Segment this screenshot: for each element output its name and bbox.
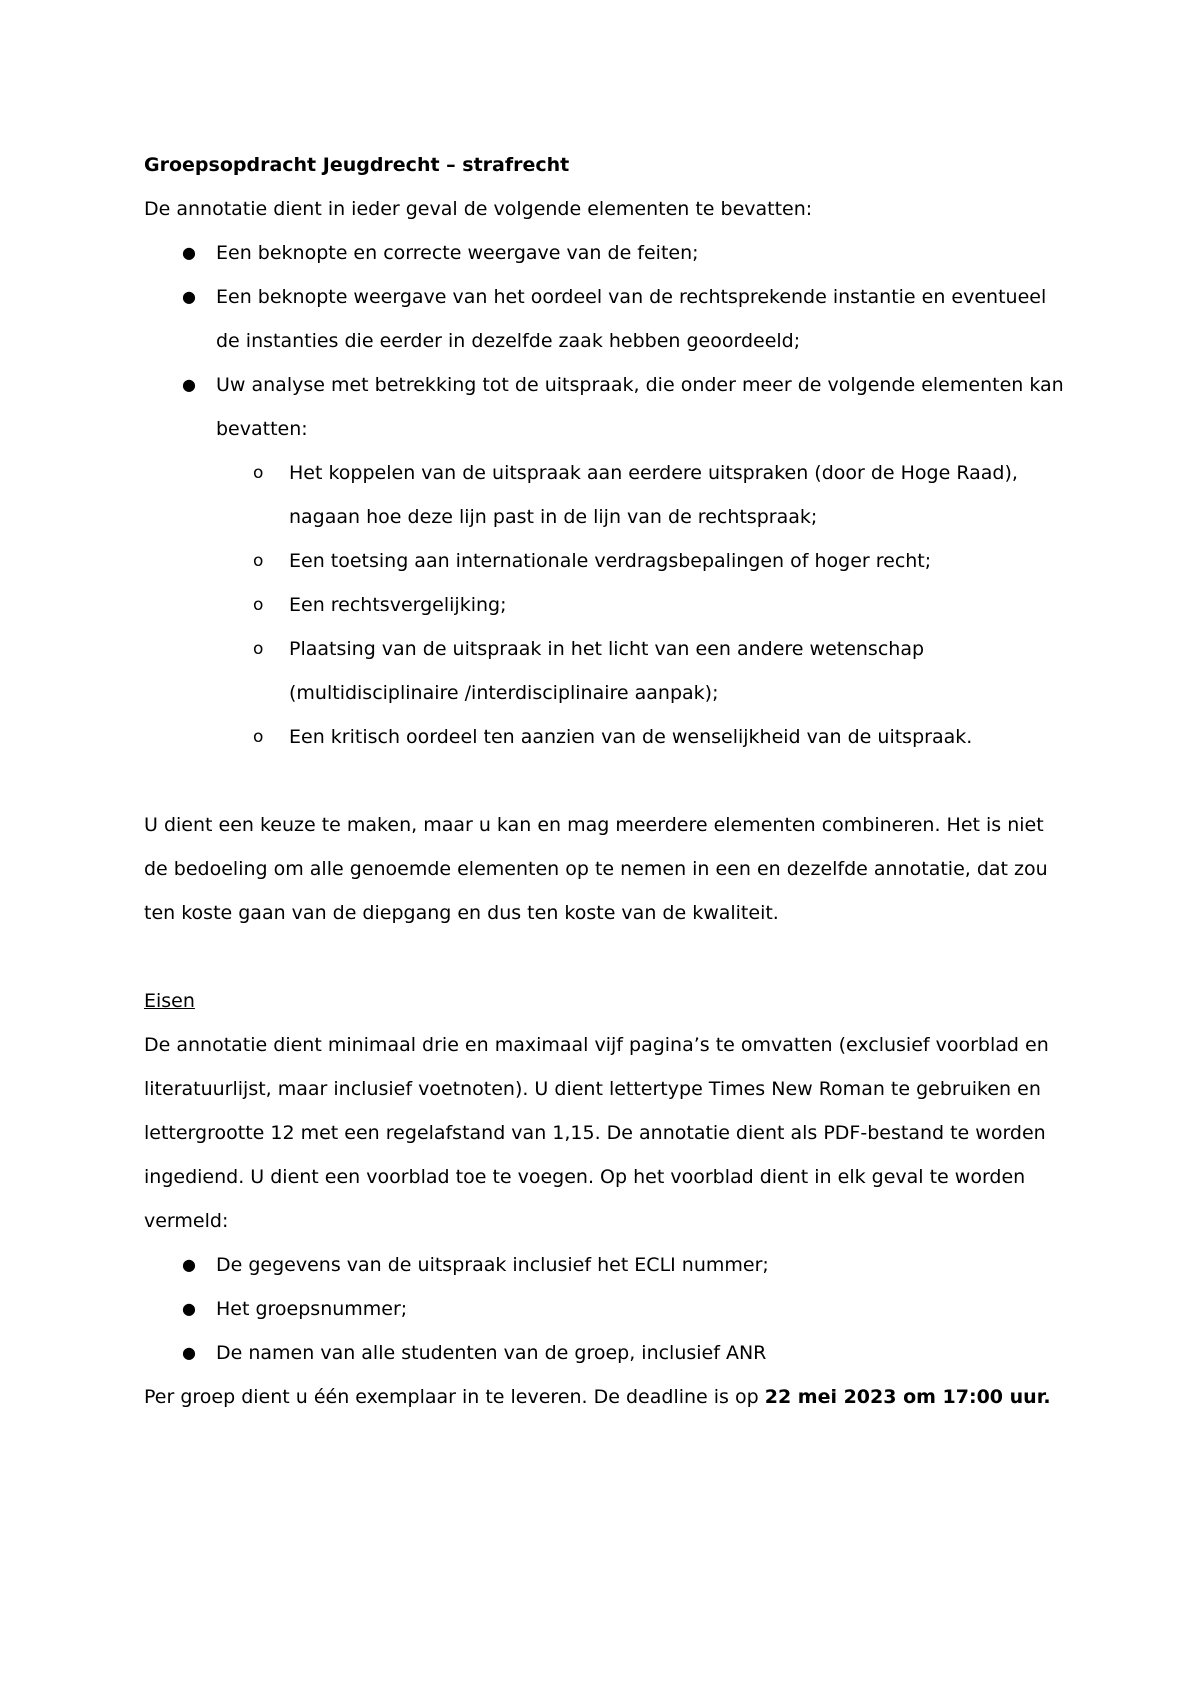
bullet-icon: ● [182, 1255, 196, 1274]
list-item [182, 363, 1064, 759]
bullet-icon: ● [182, 1299, 196, 1318]
sublist-item-text: Een toetsing aan internationale verdragsbepalingen of hoger recht; [289, 550, 932, 572]
list-item-text: Het groepsnummer; [216, 1298, 408, 1320]
list-item [182, 275, 1064, 363]
sublist-item [253, 627, 1064, 715]
bullet-icon: ● [182, 375, 196, 394]
list-item-text: Een beknopte en correcte weergave van de feiten; [216, 242, 699, 264]
sublist-item [253, 583, 1064, 627]
list-item-text: Een beknopte weergave van het oordeel van de rechtsprekende instantie en eventueel de instanties die eerder in dezelfde zaak hebben geoordeeld; [216, 286, 1047, 352]
list-item [182, 1331, 1064, 1375]
requirements-paragraph: De annotatie dient minimaal drie en maximaal vijf pagina’s te omvatten (exclusief voorblad en literatuurlijst, maar inclusief voetnoten). U dient lettertype Times New Roman te gebruiken en lettergrootte 12 met een regelafstand van 1,15. De annotatie dient als PDF-bestand te worden ingediend. U dient een voorblad toe te voegen. Op het voorblad dient in elk geval te worden vermeld: [144, 1034, 1049, 1232]
bullet-icon: ● [182, 243, 196, 262]
analysis-sublist [216, 451, 1064, 759]
deadline-date: 22 mei 2023 om 17:00 uur. [764, 1386, 1051, 1408]
list-item [182, 1287, 1064, 1331]
elements-list [144, 231, 1064, 759]
circle-bullet-icon: o [253, 639, 264, 659]
document-content [144, 143, 1064, 1419]
requirements-heading: Eisen [144, 990, 195, 1012]
circle-bullet-icon: o [253, 595, 264, 615]
list-item-text: Uw analyse met betrekking tot de uitspraak, die onder meer de volgende elementen kan bevatten: [216, 374, 1064, 440]
deadline-paragraph [144, 1375, 1064, 1419]
bullet-icon: ● [182, 287, 196, 306]
sublist-item [253, 539, 1064, 583]
cover-items-list [144, 1243, 1064, 1375]
list-item [182, 231, 1064, 275]
list-item-text: De namen van alle studenten van de groep, inclusief ANR [216, 1342, 767, 1364]
choice-paragraph: U dient een keuze te maken, maar u kan en mag meerdere elementen combineren. Het is niet de bedoeling om alle genoemde elementen op te nemen in een en dezelfde annotatie, dat zou ten koste gaan van de diepgang en dus ten koste van de kwaliteit. [144, 814, 1048, 924]
deadline-prefix: Per groep dient u één exemplaar in te leveren. De deadline is op [144, 1386, 765, 1408]
sublist-item-text: Een rechtsvergelijking; [289, 594, 507, 616]
circle-bullet-icon: o [253, 727, 264, 747]
circle-bullet-icon: o [253, 463, 264, 483]
intro-text: De annotatie dient in ieder geval de volgende elementen te bevatten: [144, 198, 813, 220]
spacer [144, 935, 1064, 979]
sublist-item [253, 451, 1064, 539]
sublist-item-text: Het koppelen van de uitspraak aan eerdere uitspraken (door de Hoge Raad), nagaan hoe deze lijn past in de lijn van de rechtspraak; [289, 462, 1018, 528]
sublist-item-text: Een kritisch oordeel ten aanzien van de wenselijkheid van de uitspraak. [289, 726, 973, 748]
list-item [182, 1243, 1064, 1287]
spacer [144, 759, 1064, 803]
list-item-text: De gegevens van de uitspraak inclusief het ECLI nummer; [216, 1254, 769, 1276]
bullet-icon: ● [182, 1343, 196, 1362]
sublist-item [253, 715, 1064, 759]
document-title: Groepsopdracht Jeugdrecht – strafrecht [144, 154, 570, 176]
sublist-item-text: Plaatsing van de uitspraak in het licht van een andere wetenschap (multidisciplinaire /interdisciplinaire aanpak); [289, 638, 925, 704]
circle-bullet-icon: o [253, 551, 264, 571]
